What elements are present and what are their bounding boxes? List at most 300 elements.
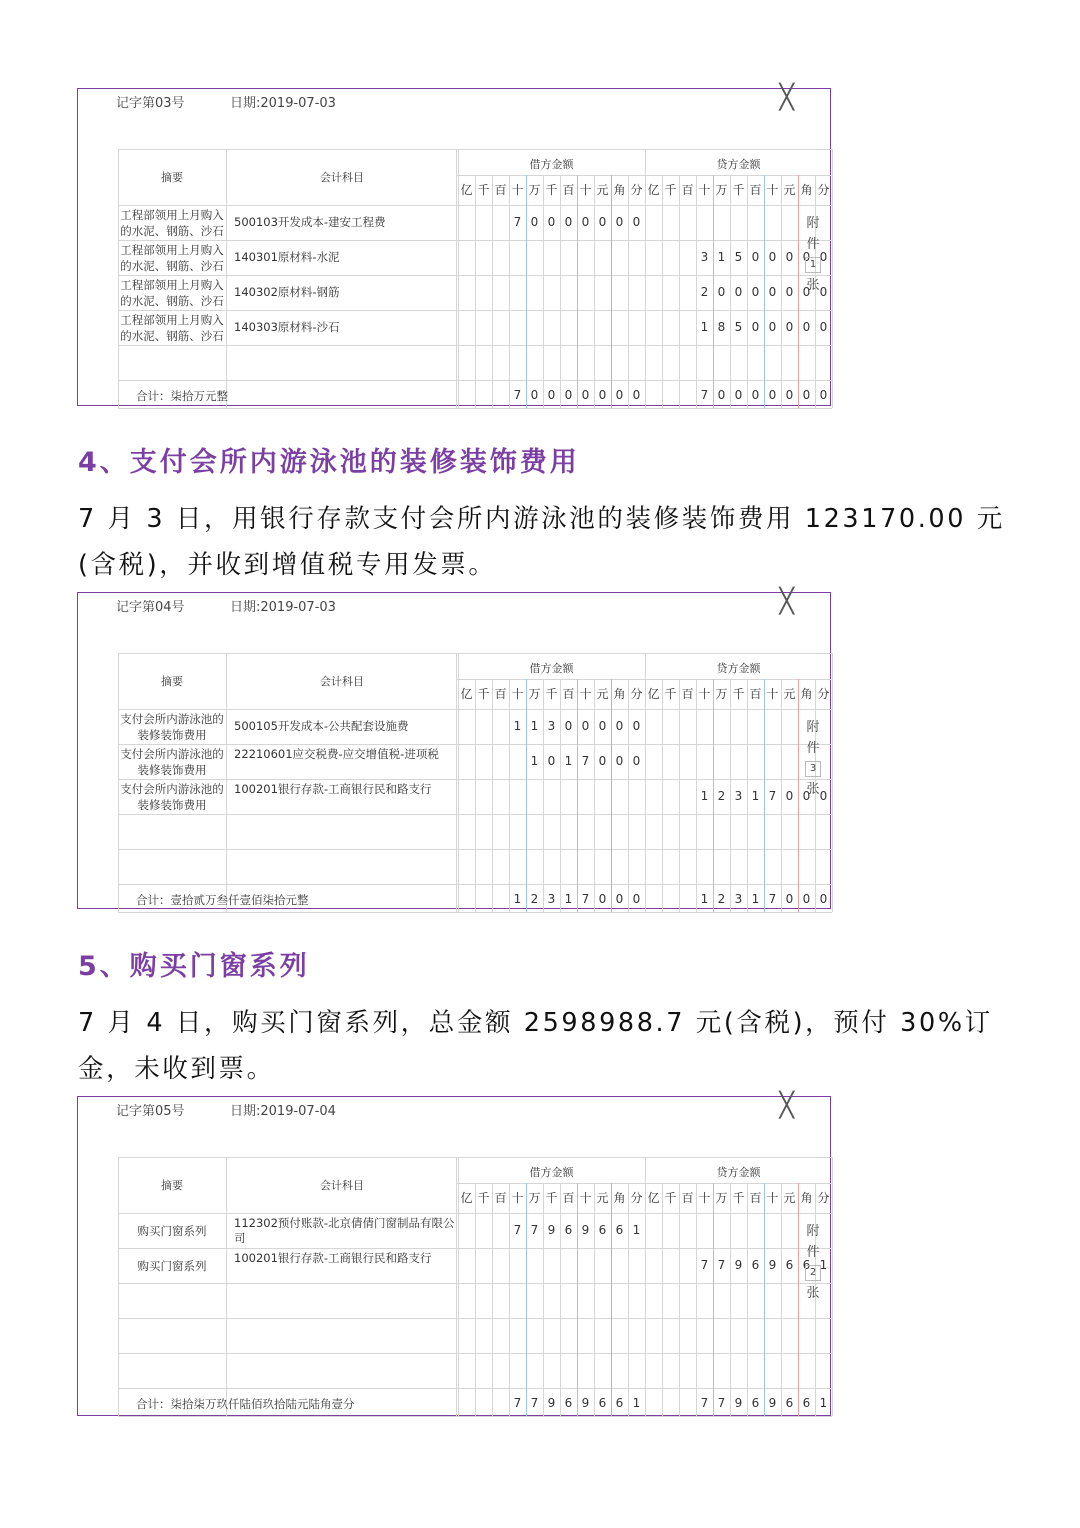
unit-label: 亿 [460, 183, 473, 197]
unit-label: 百 [681, 1191, 694, 1205]
grid-line [832, 653, 833, 912]
unit-label: 百 [562, 1191, 575, 1205]
unit-label: 元 [783, 183, 796, 197]
grid-line [492, 679, 493, 912]
unit-label: 元 [596, 183, 609, 197]
grid-line [226, 653, 227, 912]
grid-line [543, 175, 544, 408]
debit-digit: 0 [547, 215, 556, 229]
grid-line [509, 679, 510, 912]
unit-label: 十 [698, 183, 711, 197]
row-account: 100201银行存款-工商银行民和路支行 [234, 1251, 432, 1265]
unit-label: 千 [732, 183, 745, 197]
unit-label: 百 [681, 687, 694, 701]
grid-line [696, 1183, 697, 1416]
credit-digit: 0 [717, 285, 726, 299]
grid-line [118, 1157, 119, 1416]
unit-label: 十 [766, 687, 779, 701]
unit-label: 百 [494, 1191, 507, 1205]
row-account: 500105开发成本-公共配套设施费 [234, 719, 409, 733]
attach-zhang: 张 [806, 782, 820, 797]
grid-line [594, 1183, 595, 1416]
debit-digit: 0 [530, 215, 539, 229]
unit-label: 亿 [460, 687, 473, 701]
grid-line [611, 175, 612, 408]
debit-digit: 0 [615, 719, 624, 733]
summary-header: 摘要 [161, 171, 183, 184]
unit-label: 千 [545, 687, 558, 701]
total-credit-digit: 0 [819, 388, 828, 402]
grid-line [560, 1183, 561, 1416]
total-credit-digit: 3 [734, 892, 743, 906]
voucher-03 [77, 83, 831, 406]
unit-label: 百 [562, 183, 575, 197]
credit-digit: 1 [751, 789, 760, 803]
account-header: 会计科目 [320, 675, 364, 688]
debit-digit: 6 [598, 1223, 607, 1237]
credit-digit: 0 [734, 285, 743, 299]
grid-line [456, 1157, 457, 1416]
credit-digit: 9 [768, 1258, 777, 1272]
credit-digit: 6 [785, 1258, 794, 1272]
total-credit-digit: 7 [768, 892, 777, 906]
debit-digit: 7 [581, 754, 590, 768]
unit-label: 万 [715, 183, 728, 197]
credit-digit: 1 [700, 320, 709, 334]
total-debit-digit: 1 [632, 1396, 641, 1410]
total-debit-digit: 6 [564, 1396, 573, 1410]
voucher-date: 日期:2019-07-04 [230, 1104, 336, 1119]
grid-line [679, 1183, 680, 1416]
row-account: 140303原材料-沙石 [234, 320, 340, 334]
debit-digit: 0 [581, 719, 590, 733]
total-debit-digit: 6 [598, 1396, 607, 1410]
grid-line [713, 1183, 714, 1416]
row-account: 112302预付账款-北京倩倩门窗制品有限公司 [234, 1216, 455, 1245]
credit-digit: 0 [802, 250, 811, 264]
debit-digit: 0 [598, 719, 607, 733]
unit-label: 十 [511, 183, 524, 197]
total-credit-digit: 0 [819, 892, 828, 906]
debit-digit: 0 [581, 215, 590, 229]
credit-digit: 5 [734, 320, 743, 334]
debit-digit: 1 [530, 719, 539, 733]
row-summary: 支付会所内游泳池的装修装饰费用 [120, 747, 224, 777]
unit-label: 千 [732, 687, 745, 701]
unit-label: 分 [817, 183, 830, 197]
unit-label: 十 [579, 687, 592, 701]
voucher-04 [77, 587, 831, 909]
row-account: 100201银行存款-工商银行民和路支行 [234, 782, 432, 796]
summary-header: 摘要 [161, 675, 183, 688]
grid-line [475, 1183, 476, 1416]
unit-label: 百 [681, 183, 694, 197]
grid-line [526, 175, 527, 408]
attachment-count [804, 1221, 822, 1304]
grid-line [492, 1183, 493, 1416]
credit-digit: 0 [768, 320, 777, 334]
credit-digit: 0 [819, 320, 828, 334]
attach-zhang: 张 [806, 1286, 820, 1301]
grid-line [611, 1183, 612, 1416]
grid-line [543, 1183, 544, 1416]
voucher-date: 日期:2019-07-03 [230, 96, 336, 111]
attachment-count [804, 717, 822, 800]
debit-digit: 1 [632, 1223, 641, 1237]
section-4-paragraph: 7 月 3 日，用银行存款支付会所内游泳池的装修装饰费用 123170.00 元(含税)，并收到增值税专用发票。 [78, 504, 1005, 580]
row-summary: 工程部领用上月购入的水泥、钢筋、沙石 [120, 313, 224, 343]
credit-digit: 0 [768, 285, 777, 299]
credit-digit: 2 [717, 789, 726, 803]
total-credit-digit: 0 [717, 388, 726, 402]
unit-label: 分 [630, 687, 643, 701]
unit-label: 角 [613, 687, 626, 701]
debit-digit: 7 [530, 1223, 539, 1237]
unit-label: 千 [477, 687, 490, 701]
total-debit-digit: 0 [564, 388, 573, 402]
grid-line [456, 149, 457, 408]
total-credit-digit: 2 [717, 892, 726, 906]
debit-digit: 1 [513, 719, 522, 733]
unit-label: 分 [817, 1191, 830, 1205]
credit-digit: 0 [751, 250, 760, 264]
debit-digit: 0 [564, 719, 573, 733]
row-summary: 购买门窗系列 [137, 1224, 207, 1238]
grid-line [577, 175, 578, 408]
attach-zhang: 张 [806, 278, 820, 293]
unit-label: 十 [698, 1191, 711, 1205]
total-credit-digit: 0 [785, 892, 794, 906]
grid-line [611, 679, 612, 912]
attach-number[interactable]: 2 [805, 1265, 821, 1281]
debit-digit: 6 [564, 1223, 573, 1237]
section-4-heading: 4、支付会所内游泳池的装修装饰费用 [78, 447, 580, 478]
total-debit-digit: 0 [530, 388, 539, 402]
unit-label: 亿 [647, 183, 660, 197]
credit-digit: 9 [734, 1258, 743, 1272]
credit-digit: 8 [717, 320, 726, 334]
credit-digit: 0 [751, 320, 760, 334]
voucher-number: 记字第04号 [116, 600, 185, 615]
debit-digit: 1 [530, 754, 539, 768]
grid-line [526, 1183, 527, 1416]
debit-digit: 6 [615, 1223, 624, 1237]
unit-label: 万 [528, 1191, 541, 1205]
credit-digit: 6 [751, 1258, 760, 1272]
grid-line [832, 149, 833, 408]
row-account: 22210601应交税费-应交增值税-进项税 [234, 747, 439, 761]
grid-line [662, 1183, 663, 1416]
total-credit-digit: 0 [734, 388, 743, 402]
debit-digit: 1 [564, 754, 573, 768]
close-icon[interactable]: ╳ [779, 1091, 794, 1119]
row-summary: 工程部领用上月购入的水泥、钢筋、沙石 [120, 243, 224, 273]
voucher-05 [77, 1091, 831, 1416]
attach-fu: 附 [806, 216, 820, 231]
total-debit-digit: 7 [513, 388, 522, 402]
unit-label: 角 [800, 1191, 813, 1205]
total-debit-digit: 0 [547, 388, 556, 402]
total-debit-digit: 0 [598, 892, 607, 906]
credit-digit: 0 [785, 250, 794, 264]
grid-line [628, 175, 629, 408]
unit-label: 百 [749, 1191, 762, 1205]
total-debit-digit: 7 [581, 892, 590, 906]
debit-digit: 0 [615, 215, 624, 229]
unit-label: 十 [511, 687, 524, 701]
grid-line [560, 679, 561, 912]
total-credit-digit: 0 [751, 388, 760, 402]
unit-label: 千 [732, 1191, 745, 1205]
credit-header: 贷方金额 [716, 158, 761, 171]
total-debit-digit: 0 [615, 388, 624, 402]
credit-digit: 0 [768, 250, 777, 264]
credit-digit: 1 [700, 789, 709, 803]
unit-label: 万 [715, 687, 728, 701]
total-debit-digit: 1 [513, 892, 522, 906]
unit-label: 百 [749, 183, 762, 197]
debit-digit: 7 [513, 215, 522, 229]
unit-label: 千 [545, 1191, 558, 1205]
total-credit-digit: 1 [751, 892, 760, 906]
close-icon[interactable]: ╳ [779, 83, 794, 111]
unit-label: 千 [664, 1191, 677, 1205]
total-debit-digit: 9 [547, 1396, 556, 1410]
debit-digit: 0 [632, 754, 641, 768]
grid-line [226, 1157, 227, 1416]
total-credit-digit: 7 [700, 388, 709, 402]
grid-line [543, 679, 544, 912]
total-credit-digit: 1 [819, 1396, 828, 1410]
grid-line [747, 1183, 748, 1416]
grid-line [628, 679, 629, 912]
grid-line [560, 175, 561, 408]
total-debit-digit: 3 [547, 892, 556, 906]
grid-line [628, 1183, 629, 1416]
debit-digit: 0 [598, 754, 607, 768]
total-credit-digit: 6 [751, 1396, 760, 1410]
credit-digit: 7 [768, 789, 777, 803]
row-summary: 工程部领用上月购入的水泥、钢筋、沙石 [120, 208, 224, 238]
unit-label: 十 [579, 1191, 592, 1205]
total-credit-digit: 0 [785, 388, 794, 402]
row-account: 140302原材料-钢筋 [234, 285, 340, 299]
grid-line [118, 1416, 832, 1417]
unit-label: 角 [800, 183, 813, 197]
credit-digit: 0 [785, 285, 794, 299]
credit-digit: 0 [819, 285, 828, 299]
credit-header: 贷方金额 [716, 1166, 761, 1179]
debit-digit: 9 [581, 1223, 590, 1237]
credit-digit: 0 [802, 789, 811, 803]
total-debit-digit: 0 [632, 892, 641, 906]
unit-label: 十 [766, 183, 779, 197]
row-summary: 支付会所内游泳池的装修装饰费用 [120, 782, 224, 812]
row-summary: 支付会所内游泳池的装修装饰费用 [120, 712, 224, 742]
unit-label: 千 [664, 687, 677, 701]
credit-digit: 7 [700, 1258, 709, 1272]
grid-line [764, 1183, 765, 1416]
debit-header: 借方金额 [529, 1166, 574, 1179]
account-header: 会计科目 [320, 171, 364, 184]
grid-line [577, 679, 578, 912]
unit-label: 亿 [647, 687, 660, 701]
attach-jian: 件 [806, 741, 820, 756]
total-debit-digit: 7 [513, 1396, 522, 1410]
voucher-date: 日期:2019-07-03 [230, 600, 336, 615]
total-credit-digit: 0 [802, 388, 811, 402]
unit-label: 元 [596, 1191, 609, 1205]
grid-line [781, 1183, 782, 1416]
debit-digit: 9 [547, 1223, 556, 1237]
row-summary: 购买门窗系列 [137, 1259, 207, 1273]
grid-line [475, 679, 476, 912]
grid-line [594, 679, 595, 912]
grid-line [118, 408, 832, 409]
unit-label: 千 [664, 183, 677, 197]
total-credit-digit: 9 [768, 1396, 777, 1410]
total-credit-digit: 1 [700, 892, 709, 906]
section-5-paragraph: 7 月 4 日，购买门窗系列，总金额 2598988.7 元(含税)，预付 30%订金，未收到票。 [78, 1008, 993, 1084]
total-debit-digit: 0 [632, 388, 641, 402]
credit-digit: 6 [802, 1258, 811, 1272]
row-summary: 工程部领用上月购入的水泥、钢筋、沙石 [120, 278, 224, 308]
grid-line [679, 175, 680, 408]
close-icon[interactable]: ╳ [779, 587, 794, 615]
credit-digit: 0 [819, 250, 828, 264]
attach-number[interactable]: 1 [805, 257, 821, 273]
credit-digit: 0 [819, 789, 828, 803]
unit-label: 十 [511, 1191, 524, 1205]
grid-line [577, 1183, 578, 1416]
unit-label: 万 [715, 1191, 728, 1205]
grid-line [456, 679, 832, 680]
unit-label: 千 [545, 183, 558, 197]
voucher-number: 记字第05号 [116, 1104, 185, 1119]
grid-line [509, 175, 510, 408]
total-debit-digit: 2 [530, 892, 539, 906]
debit-digit: 0 [598, 215, 607, 229]
unit-label: 千 [477, 1191, 490, 1205]
debit-digit: 0 [632, 215, 641, 229]
unit-label: 分 [817, 687, 830, 701]
credit-digit: 3 [700, 250, 709, 264]
grid-line [118, 912, 832, 913]
unit-label: 亿 [460, 1191, 473, 1205]
unit-label: 十 [579, 183, 592, 197]
debit-header: 借方金额 [529, 158, 574, 171]
total-label: 合计：壹拾贰万叁仟壹佰柒拾元整 [136, 893, 309, 907]
account-header: 会计科目 [320, 1179, 364, 1192]
total-debit-digit: 0 [581, 388, 590, 402]
credit-digit: 0 [785, 320, 794, 334]
grid-line [226, 149, 227, 408]
unit-label: 元 [596, 687, 609, 701]
total-label: 合计：柒拾万元整 [136, 389, 228, 403]
row-account: 140301原材料-水泥 [234, 250, 340, 264]
total-credit-digit: 6 [785, 1396, 794, 1410]
total-credit-digit: 9 [734, 1396, 743, 1410]
credit-digit: 7 [717, 1258, 726, 1272]
total-label: 合计：柒拾柒万玖仟陆佰玖拾陆元陆角壹分 [136, 1397, 355, 1411]
debit-digit: 0 [547, 754, 556, 768]
unit-label: 百 [494, 687, 507, 701]
total-credit-digit: 0 [768, 388, 777, 402]
unit-label: 百 [749, 687, 762, 701]
total-debit-digit: 0 [615, 892, 624, 906]
grid-line [832, 1157, 833, 1416]
grid-line [679, 679, 680, 912]
credit-digit: 0 [785, 789, 794, 803]
attach-jian: 件 [806, 1245, 820, 1260]
unit-label: 角 [613, 183, 626, 197]
total-debit-digit: 9 [581, 1396, 590, 1410]
unit-label: 百 [494, 183, 507, 197]
total-debit-digit: 1 [564, 892, 573, 906]
grid-line [730, 1183, 731, 1416]
debit-digit: 0 [615, 754, 624, 768]
unit-label: 千 [477, 183, 490, 197]
unit-label: 亿 [647, 1191, 660, 1205]
debit-digit: 0 [632, 719, 641, 733]
unit-label: 万 [528, 183, 541, 197]
credit-digit: 1 [819, 1258, 828, 1272]
credit-digit: 0 [802, 320, 811, 334]
total-credit-digit: 0 [802, 892, 811, 906]
debit-digit: 3 [547, 719, 556, 733]
grid-line [456, 1183, 832, 1184]
unit-label: 分 [630, 1191, 643, 1205]
debit-header: 借方金额 [529, 662, 574, 675]
unit-label: 十 [766, 1191, 779, 1205]
credit-digit: 5 [734, 250, 743, 264]
unit-label: 百 [562, 687, 575, 701]
credit-digit: 0 [751, 285, 760, 299]
credit-digit: 0 [802, 285, 811, 299]
total-debit-digit: 7 [530, 1396, 539, 1410]
row-account: 500103开发成本-建安工程费 [234, 215, 386, 229]
grid-line [526, 679, 527, 912]
unit-label: 角 [800, 687, 813, 701]
total-credit-digit: 6 [802, 1396, 811, 1410]
grid-line [509, 1183, 510, 1416]
attach-number[interactable]: 3 [805, 761, 821, 777]
grid-line [662, 679, 663, 912]
total-credit-digit: 7 [717, 1396, 726, 1410]
unit-label: 元 [783, 1191, 796, 1205]
unit-label: 元 [783, 687, 796, 701]
total-credit-digit: 7 [700, 1396, 709, 1410]
total-debit-digit: 0 [598, 388, 607, 402]
grid-line [662, 175, 663, 408]
voucher-number: 记字第03号 [116, 96, 185, 111]
grid-line [798, 1183, 799, 1416]
debit-digit: 7 [513, 1223, 522, 1237]
credit-digit: 3 [734, 789, 743, 803]
debit-digit: 0 [564, 215, 573, 229]
unit-label: 分 [630, 183, 643, 197]
unit-label: 角 [613, 1191, 626, 1205]
grid-line [456, 175, 832, 176]
unit-label: 十 [698, 687, 711, 701]
attach-fu: 附 [806, 1224, 820, 1239]
grid-line [594, 175, 595, 408]
section-5-heading: 5、购买门窗系列 [78, 951, 310, 982]
grid-line [475, 175, 476, 408]
credit-digit: 2 [700, 285, 709, 299]
summary-header: 摘要 [161, 1179, 183, 1192]
credit-header: 贷方金额 [716, 662, 761, 675]
